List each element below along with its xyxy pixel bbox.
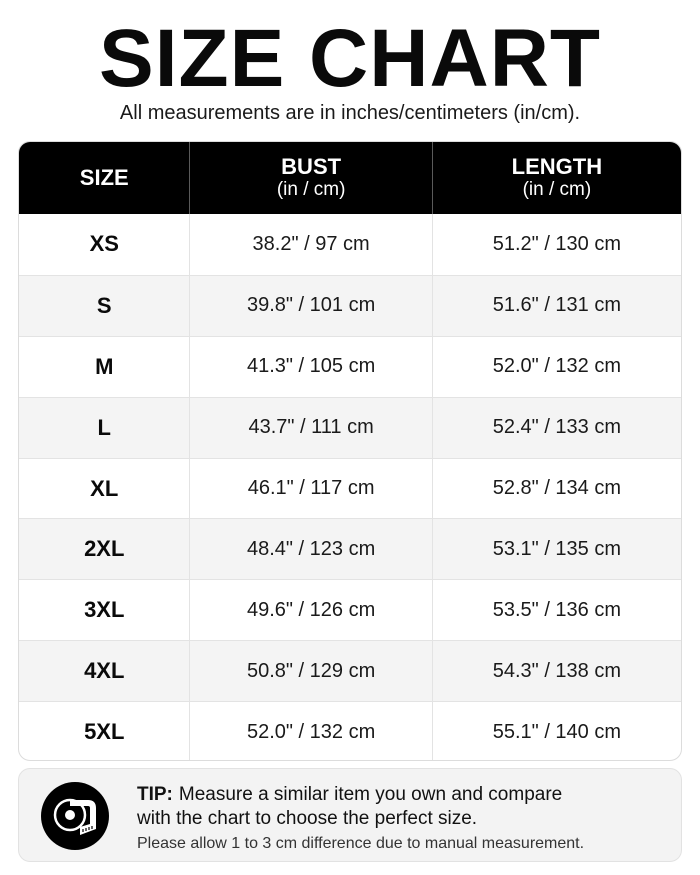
bust-cell: 43.7" / 111 cm — [189, 398, 431, 458]
size-cell: 2XL — [84, 536, 125, 562]
table-body — [19, 214, 681, 761]
measuring-tape-icon — [41, 782, 109, 850]
length-cell: 55.1" / 140 cm — [432, 702, 681, 761]
table-row — [19, 701, 681, 761]
size-cell: 3XL — [84, 597, 125, 623]
header-size — [19, 142, 189, 214]
size-cell: 5XL — [84, 719, 125, 745]
bust-cell: 48.4" / 123 cm — [189, 519, 431, 579]
size-cell: 4XL — [84, 658, 125, 684]
tip-line-2: with the chart to choose the perfect size. — [137, 808, 478, 829]
header-bust-unit: (in / cm) — [276, 179, 346, 200]
size-cell: XL — [90, 475, 119, 501]
bust-cell: 46.1" / 117 cm — [189, 459, 431, 519]
length-cell: 53.5" / 136 cm — [432, 580, 681, 640]
length-cell: 51.6" / 131 cm — [432, 276, 681, 336]
length-cell: 52.0" / 132 cm — [432, 337, 681, 397]
length-cell: 54.3" / 138 cm — [432, 641, 681, 701]
tip-label: TIP: — [137, 784, 173, 805]
tip-note: Please allow 1 to 3 cm difference due to manual measurement. — [137, 835, 585, 852]
size-cell: M — [95, 353, 114, 379]
length-cell: 51.2" / 130 cm — [432, 214, 681, 275]
table-row — [19, 214, 681, 275]
table-row — [19, 458, 681, 519]
table-row — [19, 579, 681, 640]
bust-cell: 49.6" / 126 cm — [189, 580, 431, 640]
header-length-unit: (in / cm) — [522, 179, 592, 200]
bust-cell: 50.8" / 129 cm — [189, 641, 431, 701]
page-subtitle: All measurements are in inches/centimeters (in/cm). — [119, 102, 581, 124]
header-bust-label: BUST — [281, 154, 342, 179]
header-length-label: LENGTH — [511, 154, 603, 179]
tip-box — [18, 768, 682, 862]
table-row — [19, 275, 681, 336]
size-cell: S — [96, 292, 112, 318]
bust-cell: 39.8" / 101 cm — [189, 276, 431, 336]
tip-text — [137, 783, 667, 855]
size-table — [18, 141, 682, 761]
header-size-label: SIZE — [79, 165, 129, 190]
length-cell: 52.8" / 134 cm — [432, 459, 681, 519]
length-cell: 53.1" / 135 cm — [432, 519, 681, 579]
header-length — [432, 142, 681, 214]
bust-cell: 52.0" / 132 cm — [189, 702, 431, 761]
table-row — [19, 640, 681, 701]
table-row — [19, 518, 681, 579]
page-title: SIZE CHART — [99, 13, 601, 104]
table-row — [19, 397, 681, 458]
table-row — [19, 336, 681, 397]
size-cell: XS — [89, 231, 119, 257]
size-cell: L — [97, 414, 111, 440]
tip-line-1-text: Measure a similar item you own and compare — [178, 784, 563, 805]
bust-cell: 38.2" / 97 cm — [189, 214, 431, 275]
bust-cell: 41.3" / 105 cm — [189, 337, 431, 397]
table-header — [19, 142, 681, 214]
length-cell: 52.4" / 133 cm — [432, 398, 681, 458]
header-bust — [189, 142, 431, 214]
tip-line-1 — [137, 783, 667, 807]
